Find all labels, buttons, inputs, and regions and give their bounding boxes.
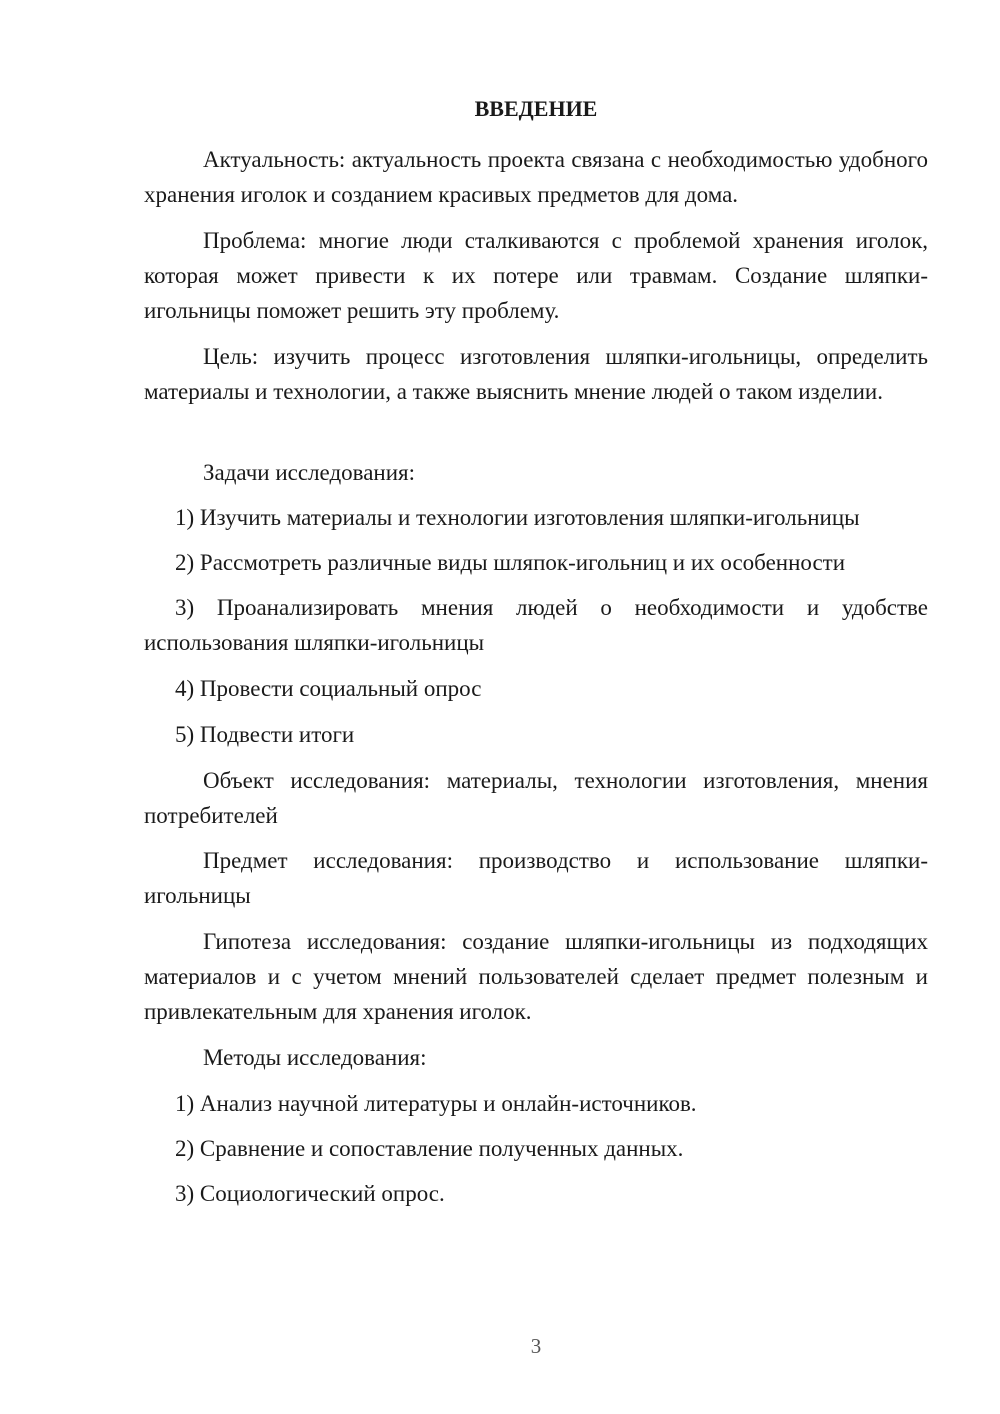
paragraph-hypothesis: Гипотеза исследования: создание шляпки-игольницы из подходящих материалов и с учетом мнений пользователей сделает предмет полезным и привлекательным для хранения иголок. xyxy=(144,929,928,1024)
paragraph-object: Объект исследования: материалы, технологии изготовления, мнения потребителей xyxy=(144,768,928,828)
tasks-heading: Задачи исследования: xyxy=(203,460,416,485)
paragraph-subject: Предмет исследования: производство и использование шляпки-игольницы xyxy=(144,848,928,908)
methods-heading: Методы исследования: xyxy=(203,1045,427,1070)
paragraph-goal: Цель: изучить процесс изготовления шляпки-игольницы, определить материалы и технологии, а также выяснить мнение людей о таком изделии. xyxy=(144,344,928,404)
section-title: ВВЕДЕНИЕ xyxy=(474,96,598,121)
task-item-3: 3) Проанализировать мнения людей о необходимости и удобстве использования шляпки-игольницы xyxy=(144,595,928,655)
method-item-2: 2) Сравнение и сопоставление полученных данных. xyxy=(175,1136,684,1161)
paragraph-relevance: Актуальность: актуальность проекта связана с необходимостью удобного хранения иголок и созданием красивых предметов для дома. xyxy=(144,147,928,207)
method-item-1: 1) Анализ научной литературы и онлайн-источников. xyxy=(175,1091,697,1116)
task-item-4: 4) Провести социальный опрос xyxy=(175,676,482,701)
task-item-1: 1) Изучить материалы и технологии изготовления шляпки-игольницы xyxy=(175,505,860,530)
paragraph-problem: Проблема: многие люди сталкиваются с проблемой хранения иголок, которая может привести к их потере или травмам. Создание шляпки-игольницы поможет решить эту проблему. xyxy=(144,228,928,323)
task-item-5: 5) Подвести итоги xyxy=(175,722,355,747)
method-item-3: 3) Социологический опрос. xyxy=(175,1181,445,1206)
task-item-2: 2) Рассмотреть различные виды шляпок-игольниц и их особенности xyxy=(175,550,846,575)
page-number: 3 xyxy=(530,1334,542,1358)
